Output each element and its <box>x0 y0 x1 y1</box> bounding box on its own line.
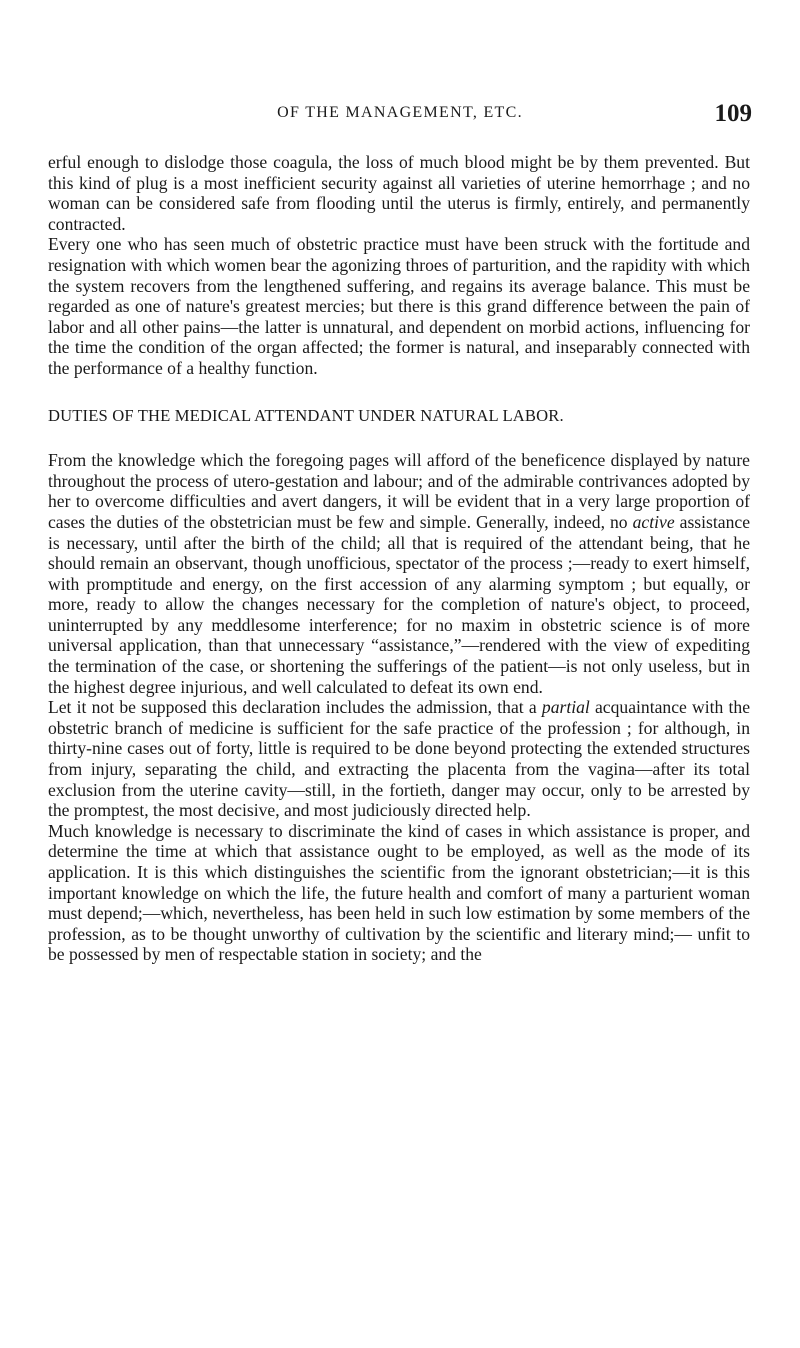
emphasis-active: active <box>632 511 675 532</box>
paragraph-duties-text-a: From the knowledge which the foregoing pages will afford of the beneficence displayed by nature throughout the process of utero-gestation and labour; and of the admirable contrivances adopted by her to overcome difficulties and avert dangers, it will be evident that in a very large proportion of cases the duties of the obstetrician must be few and simple. Generally, indeed, no <box>48 450 750 532</box>
running-title: OF THE MANAGEMENT, ETC. <box>277 104 523 121</box>
paragraph-partial-text-a: Let it not be supposed this declaration includes the admission, that a <box>48 697 542 718</box>
paragraph-knowledge: Much knowledge is necessary to discriminate the kind of cases in which assistance is proper, and determine the time at which that assistance ought to be employed, as well as the mode of its application. It is this which distinguishes the scientific from the ignorant obstetrician;—it is this important knowledge on which the life, the future health and comfort of many a parturient woman must depend;—which, nevertheless, has been held in such low estimation by some members of the profession, as to be thought unworthy of cultivation by the scientific and literary mind;— unfit to be possessed by men of respectable station in society; and the <box>48 820 750 965</box>
body-text <box>48 152 750 965</box>
paragraph-partial-acquaintance <box>48 697 750 821</box>
paragraph-duties-text-b: assistance is necessary, until after the birth of the child; all that is required of the attendant being, that he should remain an observant, though unofficious, spectator of the process ;—ready to exert himself, with promptitude and energy, on the first accession of any alarming symptom ; but equally, or more, ready to allow the changes necessary for the completion of nature's object, to proceed, uninterrupted by any meddlesome interference; for no maxim in obstetric science is of more universal application, than that unnecessary “assistance,”—rendered with the view of expediting the termination of the case, or shortening the sufferings of the patient—is not only useless, but in the highest degree injurious, and well calculated to defeat its own end. <box>48 511 750 697</box>
emphasis-partial: partial <box>541 697 590 718</box>
section-heading: DUTIES OF THE MEDICAL ATTENDANT UNDER NATURAL LABOR. <box>48 405 564 425</box>
paragraph-partial-text-b: acquaintance with the obstetric branch of medicine is sufficient for the safe practice of the profession ; for although, in thirty-nine cases out of forty, little is required to be done beyond protecting the extended structures from injury, separating the child, and extracting the placenta from the vagina—after its total exclusion from the uterine cavity—still, in the fortieth, danger may occur, only to be arrested by the promptest, the most decisive, and most judiciously directed help. <box>48 697 750 821</box>
paragraph-duties <box>48 450 750 697</box>
paragraph-fortitude: Every one who has seen much of obstetric practice must have been struck with the fortitude and resignation with which women bear the agonizing throes of parturition, and the rapidity with which the system recovers from the lengthened suffering, and regains its average balance. This must be regarded as one of nature's greatest mercies; but there is this grand difference between the pain of labor and all other pains—the latter is unnatural, and dependent on morbid actions, influencing for the time the condition of the organ affected; the former is natural, and inseparably connected with the performance of a healthy function. <box>48 234 750 378</box>
paragraph-continued: erful enough to dislodge those coagula, the loss of much blood might be by them prevented. But this kind of plug is a most inefficient security against all varieties of uterine hemorrhage ; and no woman can be considered safe from flooding until the uterus is firmly, entirely, and permanently contracted. <box>48 152 750 234</box>
page-number: 109 <box>714 100 752 127</box>
running-head <box>48 100 752 132</box>
